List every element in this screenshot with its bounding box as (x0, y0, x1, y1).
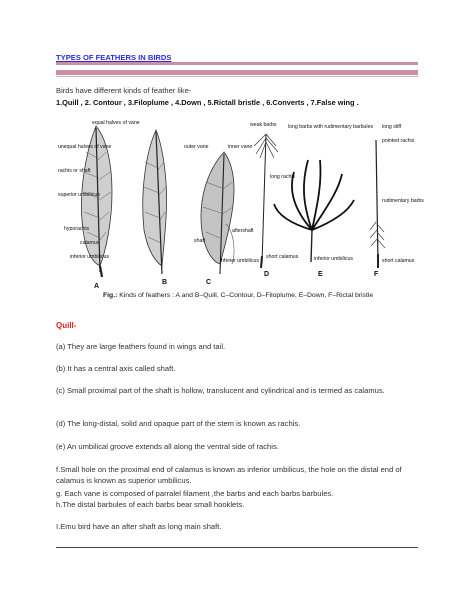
feather-d (254, 134, 278, 268)
quill-point-g: g. Each vane is composed of parralel filament ,the barbs and each barbs barbules. (56, 489, 334, 498)
label-aftershaft: aftershaft (232, 228, 254, 234)
quill-heading: Quill- (56, 321, 77, 330)
figure-caption (103, 292, 423, 299)
label-inner-vane: inner vane (228, 144, 253, 150)
label-rachis-or-shaft: rachis or shaft (58, 168, 91, 174)
intro-text: Birds have different kinds of feather like- (56, 86, 192, 95)
quill-point-c: (c) Small proximal part of the shaft is hollow, translucent and cylindrical and is termed as calamus. (56, 386, 385, 395)
quill-point-b: (b) It has a central axis called shaft. (56, 364, 176, 373)
label-unequal-halves: unequal halves of vane (58, 144, 112, 150)
feather-illustration (56, 112, 424, 292)
label-outer-vane: outer vane (184, 144, 209, 150)
label-long-rachis: long rachis (270, 174, 296, 180)
letter-e: E (318, 271, 323, 278)
feather-b (143, 130, 167, 274)
label-long-stiff: long stiff (382, 124, 402, 130)
label-shaft: shaft (194, 238, 206, 244)
label-pointed-rachis: pointed rachis (382, 138, 415, 144)
feather-c (201, 152, 234, 274)
label-calamus: calamus (80, 240, 100, 246)
label-inferior-umbilicus-e: inferior umbilicus (314, 256, 353, 262)
quill-point-f: f.Small hole on the proximal end of calamus is known as inferior umbilicus, the hole on the distal end of calamus is known as superior umbilicus. (56, 465, 402, 485)
label-long-barbs: long barbs with rudimentary barbules (288, 124, 374, 130)
title-divider (56, 62, 418, 65)
quill-point-d: (d) The long-distal, solid and opaque part of the stem is known as rachis. (56, 419, 301, 428)
label-superior-umbilicus: superior umbilicus (58, 192, 100, 198)
feather-kinds-list: 1.Quill , 2. Contour , 3.Filoplume , 4.Down , 5.Rictall bristle , 6.Converts , 7.False wing . (56, 98, 359, 107)
label-inferior-umbilicus-c: inferior umbilicus (220, 258, 259, 264)
page-title: TYPES OF FEATHERS IN BIRDS (56, 53, 172, 62)
label-short-calamus-f: short calamus (382, 258, 415, 264)
caption-prefix: Fig.: (103, 292, 118, 299)
letter-d: D (264, 271, 270, 278)
label-inferior-umbilicus: inferior umbilicus (70, 254, 109, 260)
title-divider-band (56, 70, 418, 75)
letter-a: A (94, 283, 100, 290)
label-hyporachis: hyporachis (64, 226, 90, 232)
feather-figure (56, 112, 424, 307)
quill-point-e: (e) An umbilical groove extends all along the ventral side of rachis. (56, 442, 279, 451)
label-weak-barbs: weak barbs (250, 122, 277, 128)
quill-point-a: (a) They are large feathers found in wings and tail. (56, 342, 226, 351)
letter-c: C (206, 279, 212, 286)
letter-f: F (374, 271, 379, 278)
label-short-calamus-d: short calamus (266, 254, 299, 260)
caption-text: Kinds of feathers : A and B–Quill, C–Contour, D–Filoplume, E–Down, F–Rictal bristle (117, 292, 374, 299)
label-rudimentary-barbs: rudimentary barbs (382, 198, 424, 204)
quill-point-h: h.The distal barbules of each barbs bear small hooklets. (56, 500, 245, 509)
label-equal-halves: equal halves of vane (92, 120, 140, 126)
bottom-divider (56, 547, 418, 548)
feather-f (370, 140, 385, 268)
letter-b: B (162, 279, 168, 286)
title-divider-line (56, 76, 418, 77)
quill-point-i: I.Emu bird have an after shaft as long main shaft. (56, 522, 222, 531)
